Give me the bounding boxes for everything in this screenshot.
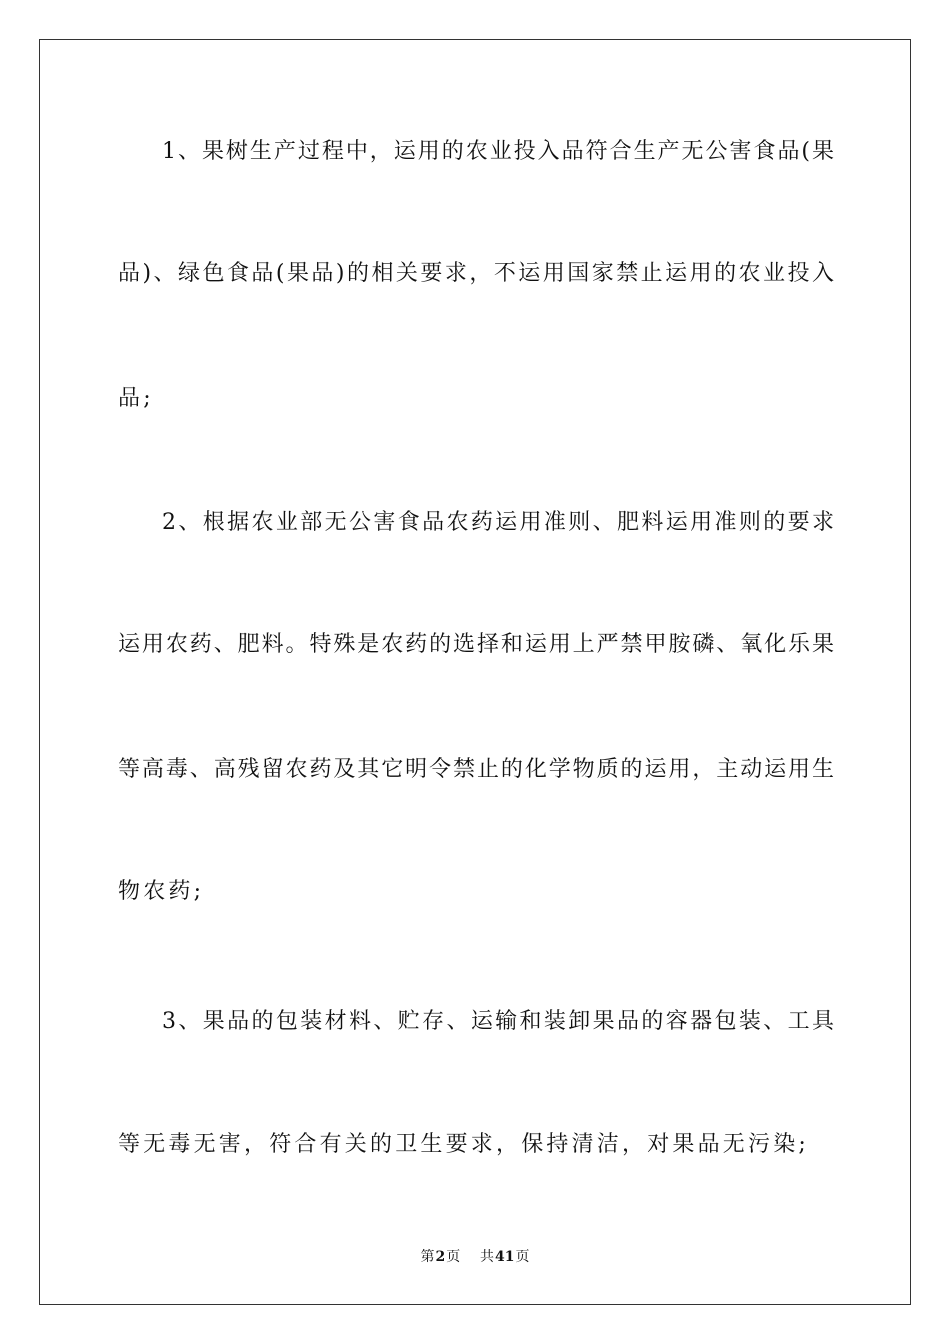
total-prefix: 共: [480, 1249, 495, 1265]
page-suffix: 页: [446, 1249, 461, 1265]
paragraph-2-line-2: 运用农药、肥料。特殊是农药的选择和运用上严禁甲胺磷、氧化乐果: [118, 632, 834, 657]
total-suffix: 页: [515, 1249, 530, 1265]
paragraph-2-line-3: 等高毒、高残留农药及其它明令禁止的化学物质的运用，主动运用生: [118, 757, 834, 782]
page-prefix: 第: [420, 1249, 435, 1265]
paragraph-1-line-1: 1、果树生产过程中，运用的农业投入品符合生产无公害食品(果: [162, 139, 834, 164]
paragraph-1-line-3: 品;: [118, 386, 154, 411]
paragraph-3-line-1: 3、果品的包装材料、贮存、运输和装卸果品的容器包装、工具: [162, 1009, 834, 1034]
paragraph-1-line-2: 品)、绿色食品(果品)的相关要求，不运用国家禁止运用的农业投入: [118, 261, 834, 286]
page-footer: [0, 1248, 950, 1266]
paragraph-2-line-1: 2、根据农业部无公害食品农药运用准则、肥料运用准则的要求: [162, 510, 834, 535]
page-number: 2: [435, 1249, 446, 1265]
total-pages: 41: [495, 1249, 515, 1265]
page-border: [39, 39, 911, 1305]
paragraph-2-line-4: 物农药;: [118, 879, 205, 904]
paragraph-3-line-2: 等无毒无害，符合有关的卫生要求，保持清洁，对果品无污染;: [118, 1132, 810, 1157]
